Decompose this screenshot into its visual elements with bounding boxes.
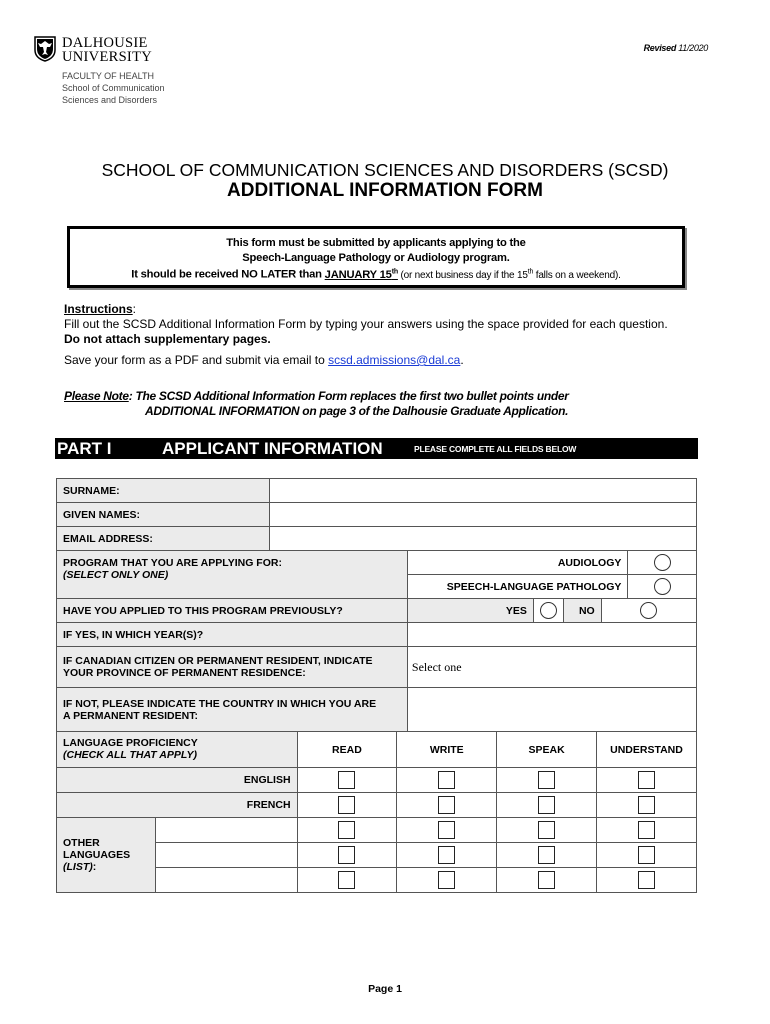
please-note: Please Note: The SCSD Additional Information Form replaces the first two bullet points under ADDITIONAL INFORMATION on page 3 of the Dalhousie Graduate Application. [64, 389, 569, 418]
other-language-3-input[interactable] [155, 868, 297, 893]
university-name: DALHOUSIE UNIVERSITY [62, 35, 152, 65]
col-understand: UNDERSTAND [597, 732, 697, 768]
instructions: Instructions: Fill out the SCSD Additional Information Form by typing your answers using the space provided for each question. Do not attach supplementary pages. Save your form as a PDF and submit via email to scsd.admissions@dal.ca. [64, 302, 668, 367]
no-label: NO [563, 599, 601, 623]
other1-read-checkbox[interactable] [338, 821, 355, 839]
other3-speak-checkbox[interactable] [538, 871, 555, 889]
other1-understand-checkbox[interactable] [638, 821, 655, 839]
email-link[interactable]: scsd.admissions@dal.ca [328, 353, 461, 367]
given-names-input[interactable] [270, 503, 697, 527]
other-language-1-input[interactable] [155, 818, 297, 843]
slp-option-label: SPEECH-LANGUAGE PATHOLOGY [407, 575, 628, 599]
english-label: ENGLISH [57, 768, 298, 793]
french-write-checkbox[interactable] [438, 796, 455, 814]
page-number: Page 1 [368, 983, 402, 995]
slp-radio[interactable] [654, 578, 671, 595]
english-understand-checkbox[interactable] [638, 771, 655, 789]
revised-date: Revised 11/2020 [643, 43, 708, 53]
col-speak: SPEAK [497, 732, 597, 768]
email-label: EMAIL ADDRESS: [57, 527, 270, 551]
other1-write-checkbox[interactable] [438, 821, 455, 839]
french-read-checkbox[interactable] [338, 796, 355, 814]
french-understand-checkbox[interactable] [638, 796, 655, 814]
applicant-info-table [56, 478, 697, 732]
submission-notice: This form must be submitted by applicants applying to the Speech-Language Pathology or Audiology program. It should be received NO LATER than JANUARY 15th (or next business day if the 15th falls on a weekend). [67, 226, 685, 288]
faculty-name: FACULTY OF HEALTH School of Communication Sciences and Disorders [62, 71, 165, 105]
crest-icon [34, 36, 56, 62]
english-write-checkbox[interactable] [438, 771, 455, 789]
audiology-radio[interactable] [654, 554, 671, 571]
other2-understand-checkbox[interactable] [638, 846, 655, 864]
years-label: IF YES, IN WHICH YEAR(S)? [57, 623, 408, 647]
language-label: LANGUAGE PROFICIENCY (CHECK ALL THAT APPLY) [57, 732, 298, 768]
french-speak-checkbox[interactable] [538, 796, 555, 814]
other2-read-checkbox[interactable] [338, 846, 355, 864]
other-languages-label: OTHER LANGUAGES (LIST): [57, 818, 156, 893]
country-input[interactable] [407, 688, 696, 732]
yes-label: YES [407, 599, 533, 623]
english-read-checkbox[interactable] [338, 771, 355, 789]
language-proficiency-table [56, 731, 697, 893]
other3-write-checkbox[interactable] [438, 871, 455, 889]
form-title: ADDITIONAL INFORMATION FORM [227, 180, 543, 201]
other-language-2-input[interactable] [155, 843, 297, 868]
no-radio[interactable] [640, 602, 657, 619]
other3-understand-checkbox[interactable] [638, 871, 655, 889]
col-read: READ [297, 732, 397, 768]
audiology-option-label: AUDIOLOGY [407, 551, 628, 575]
applied-before-label: HAVE YOU APPLIED TO THIS PROGRAM PREVIOUSLY? [57, 599, 408, 623]
french-label: FRENCH [57, 793, 298, 818]
part-header: PART I APPLICANT INFORMATION PLEASE COMPLETE ALL FIELDS BELOW [55, 438, 698, 459]
other2-write-checkbox[interactable] [438, 846, 455, 864]
email-input[interactable] [270, 527, 697, 551]
yes-radio[interactable] [540, 602, 557, 619]
english-speak-checkbox[interactable] [538, 771, 555, 789]
other2-speak-checkbox[interactable] [538, 846, 555, 864]
years-input[interactable] [407, 623, 696, 647]
col-write: WRITE [397, 732, 497, 768]
other3-read-checkbox[interactable] [338, 871, 355, 889]
given-names-label: GIVEN NAMES: [57, 503, 270, 527]
surname-label: SURNAME: [57, 479, 270, 503]
school-title: SCHOOL OF COMMUNICATION SCIENCES AND DISORDERS (SCSD) [101, 160, 669, 180]
province-select[interactable]: Select one [407, 647, 696, 688]
province-label: IF CANADIAN CITIZEN OR PERMANENT RESIDENT, INDICATE YOUR PROVINCE OF PERMANENT RESIDENCE: [57, 647, 408, 688]
program-label: PROGRAM THAT YOU ARE APPLYING FOR: (SELECT ONLY ONE) [57, 551, 408, 599]
other1-speak-checkbox[interactable] [538, 821, 555, 839]
surname-input[interactable] [270, 479, 697, 503]
country-label: IF NOT, PLEASE INDICATE THE COUNTRY IN WHICH YOU ARE A PERMANENT RESIDENT: [57, 688, 408, 732]
